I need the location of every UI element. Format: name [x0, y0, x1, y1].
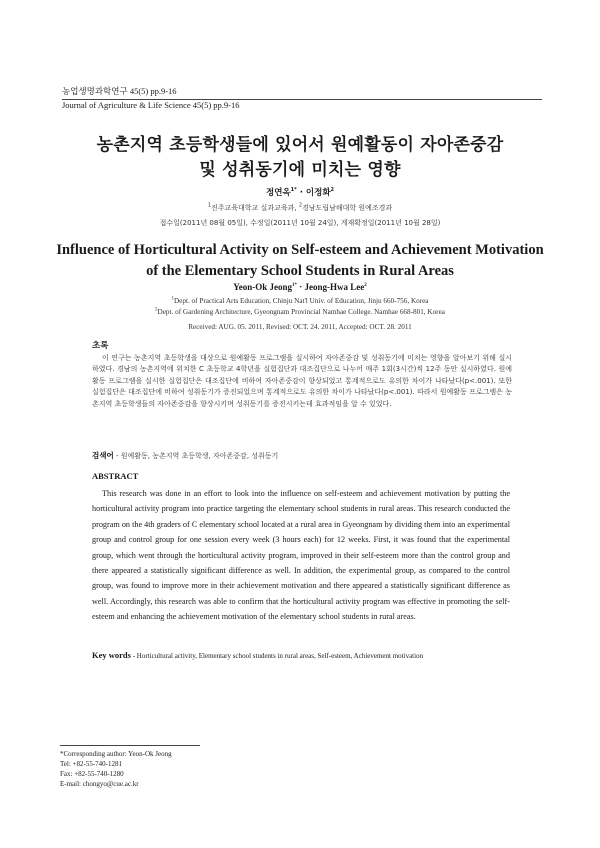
korean-title-line-1: 농촌지역 초등학생들에 있어서 원예활동이 자아존중감 — [96, 135, 504, 155]
english-affiliation-1-row — [0, 296, 600, 307]
korean-keywords — [92, 450, 512, 461]
korean-abstract — [92, 353, 512, 410]
english-keywords-label: Key words — [92, 650, 131, 660]
journal-header — [62, 86, 542, 111]
korean-author-1: 정연옥 — [265, 188, 291, 198]
english-keywords-text: - Horticultural activity, Elementary school students in rural areas, Self-esteem, Achievement motivation — [132, 652, 424, 660]
english-affiliation-2-row — [0, 307, 600, 318]
korean-affiliation-1-marker: 1 — [207, 202, 211, 209]
author-separator: · — [299, 282, 303, 292]
english-author-2: Jeong-Hwa Lee — [304, 282, 365, 292]
corresponding-author-footnote — [60, 745, 540, 789]
english-author-1-marker: 1* — [292, 283, 297, 288]
english-abstract-heading: ABSTRACT — [92, 471, 139, 481]
korean-author-2: 이정화 — [305, 188, 331, 198]
korean-author-1-marker: 1* — [290, 187, 297, 194]
author-separator: · — [299, 188, 303, 198]
korean-affiliation-2: 경남도립남해대학 원예조경과 — [302, 204, 393, 212]
korean-title-line-2: 및 성취동기에 미치는 영향 — [199, 160, 401, 180]
english-author-1: Yeon-Ok Jeong — [233, 282, 292, 292]
journal-name-korean: 농업생명과학연구 45(5) pp.9-16 — [62, 86, 177, 96]
english-affiliations — [0, 296, 600, 317]
english-affiliation-1: Dept. of Practical Arts Education, Chinju Nat'l Univ. of Education, Jinju 660-756, Korea — [173, 297, 429, 305]
english-affiliation-2-marker: 2 — [155, 307, 158, 313]
korean-abstract-heading: 초록 — [92, 341, 109, 351]
footnote-rule — [60, 745, 200, 746]
english-abstract-body: This research was done in an effort to look into the influence on self-esteem and achievement motivation by putting the horticultural activity program into practice targeting the elementary school students in rural areas. This research conducted the program on the 4th graders of C elementary school located at a rural area in Gyeongnam by dividing them into an experimental group and control group for one session every week (3 hours each) for 12 weeks. First, it was found that the experimental group, which went through the horticultural activity program, improved in their self-esteem more than the control group and there appeared a statistically significant difference as well. In addition, the experimental group, as compared to the control group, was found to improve more in their achievement motivation and there appeared a statistically significant difference as well. Accordingly, this research was able to confirm that the horticultural activity program was effective in promoting the self-esteem and enhancing the achievement motivation of the elementary school students in rural areas. — [92, 489, 510, 622]
korean-keywords-label: 검색어 — [92, 451, 114, 460]
journal-name-english: Journal of Agriculture & Life Science 45(5) pp.9-16 — [62, 100, 240, 110]
email: E-mail: chongyo@cue.ac.kr — [60, 780, 139, 788]
korean-author-2-marker: 2 — [330, 187, 335, 194]
english-abstract — [92, 486, 510, 625]
korean-keywords-text: - 원예활동, 농촌지역 초등학생, 자아존중감, 성취동기 — [115, 452, 279, 460]
telephone: Tel: +82-55-740-1281 — [60, 760, 122, 768]
korean-affiliation-1: 진주교육대학교 실과교육과, — [211, 204, 297, 212]
english-author-2-marker: 2 — [364, 283, 367, 288]
korean-authors — [0, 186, 600, 198]
korean-title — [40, 133, 560, 183]
english-keywords — [92, 650, 522, 660]
fax: Fax: +82-55-740-1280 — [60, 770, 124, 778]
english-affiliation-1-marker: 1 — [171, 296, 174, 302]
english-title — [40, 240, 560, 282]
english-affiliation-2: Dept. of Gardening Architecture, Gyeongnam Provincial Namhae College. Namhae 668-801, Korea — [157, 307, 445, 316]
korean-abstract-body: 이 연구는 농촌지역 초등학생을 대상으로 원예활동 프로그램을 실시하여 자아존중감 및 성취동기에 미치는 영향을 알아보기 위해 실시하였다. 경남의 농촌지역에 위치한 C 초등학교 4학년을 실험집단과 대조집단으로 나누어 매주 1회(3시간)씩 12주 동안 실시하였다. 원예활동 프로그램을 실시한 실험집단은 대조집단에 비하여 자아존중감이 향상되었고 통계적으로도 유의한 차이가 나타났다(p<.001). 또한 실험집단은 대조집단에 비하여 성취동기가 증진되었으며 통계적으로도 유의한 차이가 나타났다(p<.001). 따라서 원예활동 프로그램은 농촌지역 초등학생들의 자아존중감을 향상시키며 성취동기를 증진시키는데 효과적임을 알 수 있었다. — [92, 354, 512, 408]
english-submission-dates: Received: AUG. 05. 2011, Revised: OCT. 24. 2011, Accepted: OCT. 28. 2011 — [188, 323, 412, 331]
english-title-line-1: Influence of Horticultural Activity on Self-esteem and Achievement Motivation — [56, 242, 544, 258]
english-title-line-2: of the Elementary School Students in Rural Areas — [146, 263, 454, 279]
corresponding-author: *Corresponding author: Yeon-Ok Jeong — [60, 750, 172, 758]
english-authors — [0, 282, 600, 292]
korean-submission-dates: 접수일(2011년 08월 05일), 수정일(2011년 10월 24일), 게재확정일(2011년 10월 28일) — [159, 219, 441, 227]
korean-affiliations — [0, 203, 600, 213]
korean-affiliation-2-marker: 2 — [298, 202, 303, 209]
